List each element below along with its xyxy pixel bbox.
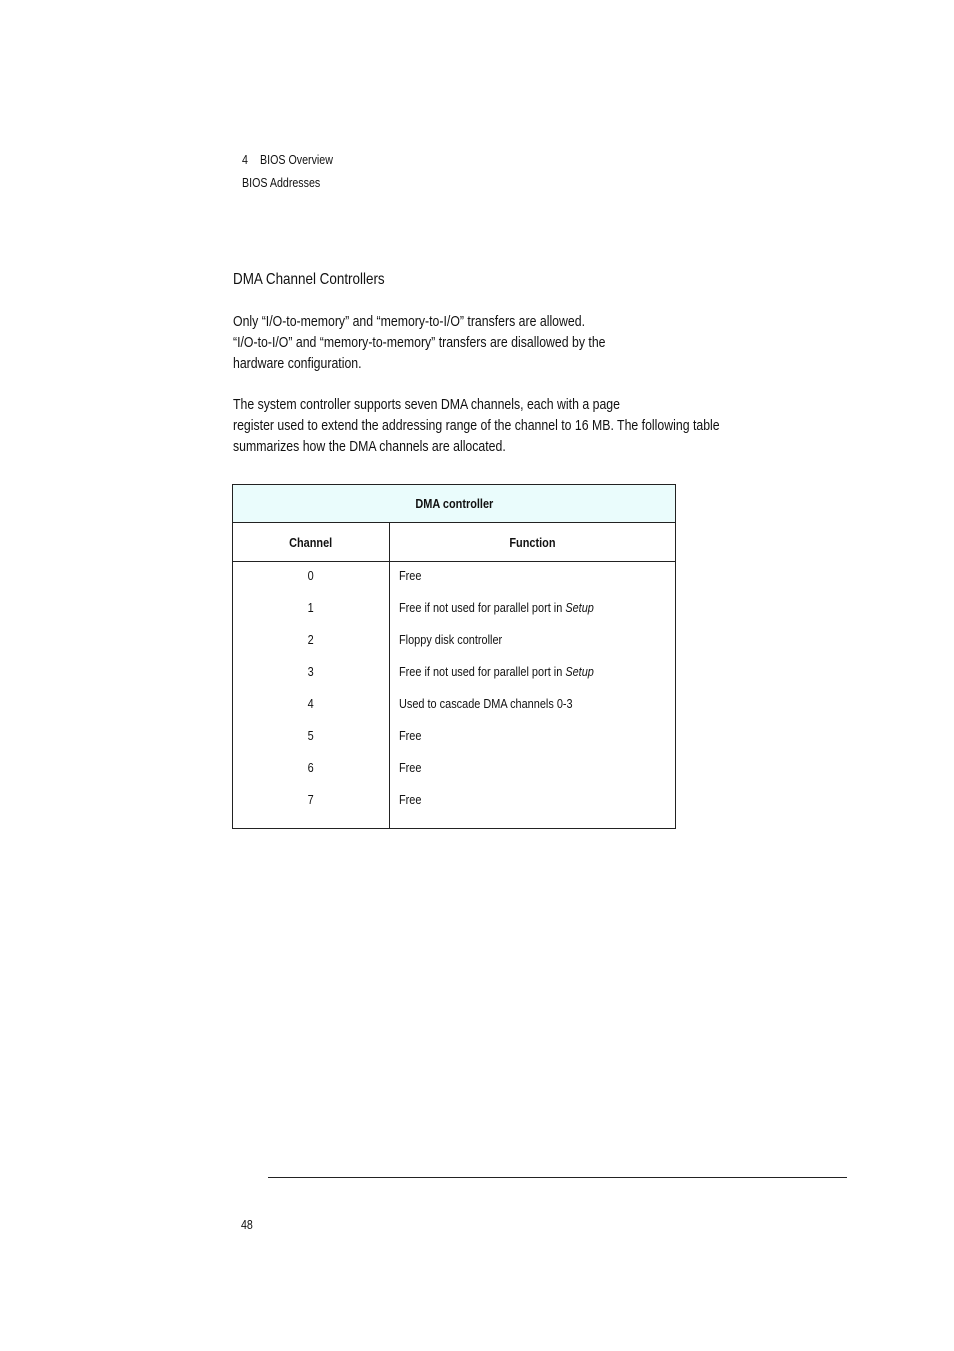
- column-header-function: Function: [390, 523, 676, 562]
- channel-cell: 3: [307, 664, 315, 679]
- channel-cell: 5: [307, 728, 315, 743]
- paragraph-channels: [233, 394, 720, 457]
- table-caption-row: [233, 485, 676, 523]
- setup-reference: Setup: [565, 664, 594, 679]
- function-cell: Free: [399, 760, 422, 775]
- page-number: 48: [241, 1217, 253, 1232]
- channel-cell: 7: [307, 792, 315, 807]
- table-caption: DMA controller: [233, 485, 676, 523]
- function-cell: Used to cascade DMA channels 0-3: [399, 696, 573, 711]
- running-header: [242, 151, 333, 191]
- paragraph-line: The system controller supports seven DMA channels, each with a page: [233, 396, 620, 413]
- channel-cell: 6: [307, 760, 315, 775]
- table-body-row: [233, 562, 676, 829]
- function-column: [390, 562, 676, 829]
- footer-divider: [268, 1177, 847, 1178]
- table-header-row: [233, 523, 676, 562]
- dma-controller-table: [232, 484, 676, 829]
- channel-cell: 0: [307, 568, 315, 583]
- setup-reference: Setup: [565, 600, 594, 615]
- function-cell: Free: [399, 568, 422, 583]
- function-cell: Free if not used for parallel port in Setup: [399, 664, 594, 679]
- chapter-heading: [242, 151, 333, 168]
- function-cell: Floppy disk controller: [399, 632, 503, 647]
- section-name: BIOS Addresses: [242, 175, 321, 190]
- paragraph-transfers: [233, 311, 606, 374]
- paragraph-line: register used to extend the addressing range of the channel to 16 MB. The following table: [233, 417, 720, 434]
- column-header-channel: Channel: [233, 523, 390, 562]
- paragraph-line: hardware configuration.: [233, 355, 362, 372]
- channel-column: [233, 562, 390, 829]
- chapter-title: BIOS Overview: [260, 152, 333, 167]
- paragraph-line: “I/O-to-I/O” and “memory-to-memory” transfers are disallowed by the: [233, 334, 606, 351]
- function-cell: Free if not used for parallel port in Setup: [399, 600, 594, 615]
- function-cell: Free: [399, 792, 422, 807]
- channel-cell: 1: [307, 600, 315, 615]
- function-cell: Free: [399, 728, 422, 743]
- paragraph-line: summarizes how the DMA channels are allocated.: [233, 438, 506, 455]
- paragraph-line: Only “I/O-to-memory” and “memory-to-I/O” transfers are allowed.: [233, 313, 585, 330]
- section-title: DMA Channel Controllers: [233, 271, 385, 288]
- channel-cell: 2: [307, 632, 315, 647]
- chapter-number: 4: [242, 152, 248, 167]
- channel-cell: 4: [307, 696, 315, 711]
